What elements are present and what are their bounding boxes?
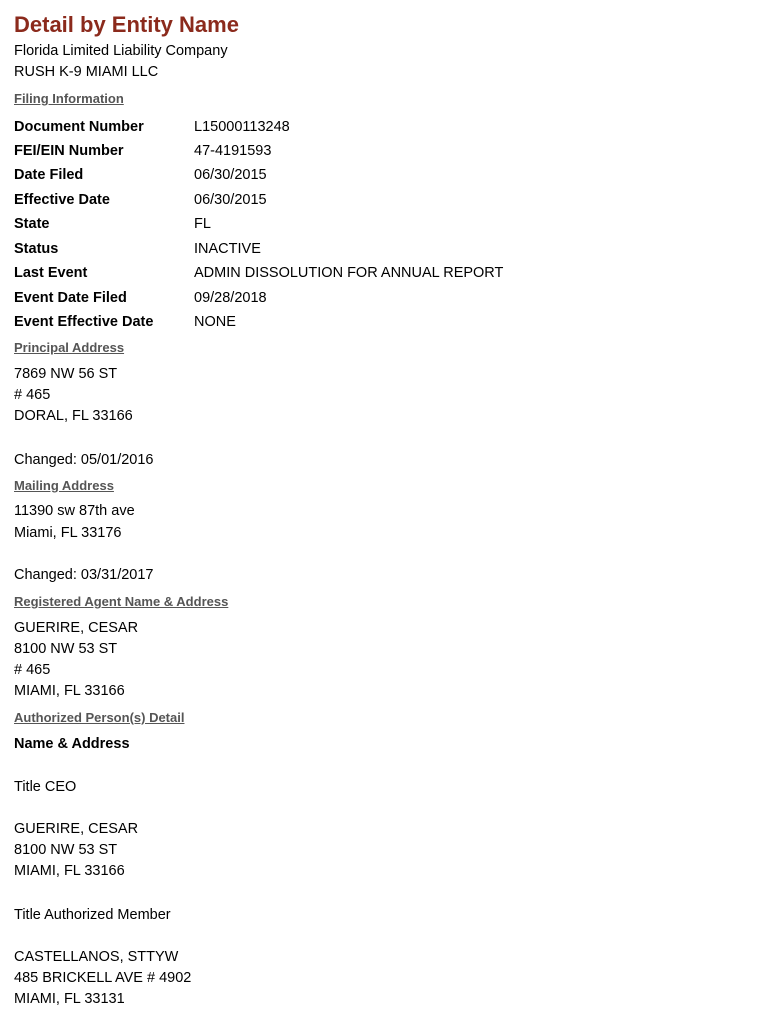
principal-address-line: DORAL, FL 33166 (14, 408, 133, 424)
filing-value: 06/30/2015 (194, 167, 267, 183)
filing-label: Status (14, 241, 59, 257)
agent-line: MIAMI, FL 33166 (14, 683, 125, 699)
filing-value: NONE (194, 314, 236, 330)
filing-label: Document Number (14, 119, 144, 135)
filing-label: Date Filed (14, 167, 84, 183)
person-line: MIAMI, FL 33166 (14, 863, 125, 879)
filing-value: 47-4191593 (194, 143, 272, 159)
filing-value: ADMIN DISSOLUTION FOR ANNUAL REPORT (194, 265, 504, 281)
mailing-address-line: 11390 sw 87th ave (14, 503, 135, 519)
filing-information-heading[interactable]: Filing Information (14, 91, 124, 106)
person-line: 8100 NW 53 ST (14, 842, 118, 858)
mailing-address-line: Miami, FL 33176 (14, 525, 122, 541)
principal-changed-date: Changed: 05/01/2016 (14, 452, 154, 468)
agent-line: GUERIRE, CESAR (14, 620, 139, 636)
filing-label: Event Effective Date (14, 314, 154, 330)
registered-agent-heading[interactable]: Registered Agent Name & Address (14, 594, 229, 609)
entity-name: RUSH K-9 MIAMI LLC (14, 64, 159, 80)
mailing-address-heading[interactable]: Mailing Address (14, 478, 114, 493)
person-title: Title Authorized Member (14, 907, 171, 923)
principal-address-line: # 465 (14, 387, 51, 403)
filing-value: 06/30/2015 (194, 192, 267, 208)
person-line: GUERIRE, CESAR (14, 821, 139, 837)
person-line: CASTELLANOS, STTYW (14, 949, 179, 965)
filing-label: FEI/EIN Number (14, 143, 124, 159)
filing-label: Effective Date (14, 192, 110, 208)
authorized-persons-heading[interactable]: Authorized Person(s) Detail (14, 710, 185, 725)
mailing-changed-date: Changed: 03/31/2017 (14, 567, 154, 583)
filing-label: State (14, 216, 50, 232)
filing-value: 09/28/2018 (194, 290, 267, 306)
filing-label: Last Event (14, 265, 88, 281)
entity-type: Florida Limited Liability Company (14, 43, 228, 59)
filing-label: Event Date Filed (14, 290, 127, 306)
person-line: 485 BRICKELL AVE # 4902 (14, 970, 192, 986)
agent-line: 8100 NW 53 ST (14, 641, 118, 657)
agent-line: # 465 (14, 662, 51, 678)
filing-value: INACTIVE (194, 241, 261, 257)
name-address-subheading: Name & Address (14, 736, 130, 752)
filing-value: L15000113248 (194, 119, 290, 135)
person-title: Title CEO (14, 779, 77, 795)
principal-address-heading[interactable]: Principal Address (14, 340, 125, 355)
page-title: Detail by Entity Name (14, 12, 239, 37)
principal-address-line: 7869 NW 56 ST (14, 366, 118, 382)
filing-value: FL (194, 216, 211, 232)
person-line: MIAMI, FL 33131 (14, 991, 125, 1007)
